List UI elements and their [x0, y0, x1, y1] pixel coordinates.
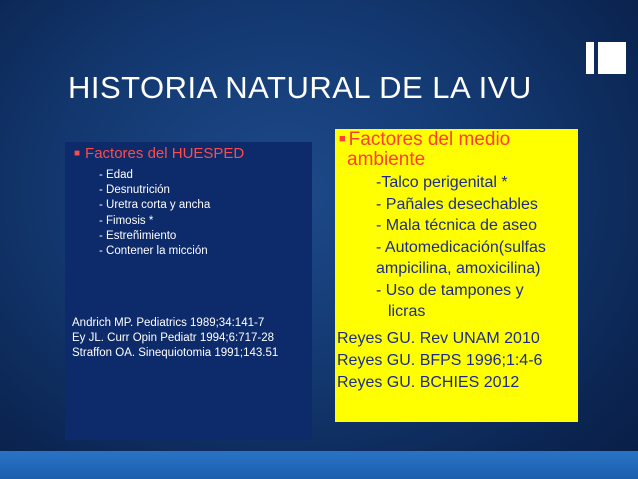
square-bullet-icon: ■ [339, 133, 346, 145]
environment-heading-line2: ambiente [347, 149, 426, 170]
decorative-bar-thick [598, 42, 626, 74]
reference-line: Ey JL. Curr Opin Pediatr 1994;6:717-28 [72, 332, 275, 344]
decorative-bar-thin [586, 42, 594, 74]
list-item: - Pañales desechables [376, 195, 538, 213]
list-item: - Automedicación(sulfas [376, 238, 546, 256]
environment-factors-references [337, 328, 542, 394]
reference-line: Reyes GU. Rev UNAM 2010 [337, 330, 540, 347]
list-item: - Desnutrición [99, 184, 170, 197]
list-item: - Edad [99, 169, 133, 181]
environment-heading-line1: Factores del medio [348, 129, 511, 150]
slide-title: HISTORIA NATURAL DE LA IVU [68, 70, 532, 105]
list-item: ampicilina, amoxicilina) [376, 260, 541, 277]
reference-line: Straffon OA. Sinequiotomia 1991;143.51 [72, 347, 279, 359]
reference-line: Reyes GU. BFPS 1996;1:4-6 [337, 352, 543, 369]
list-item: - Fimosis * [99, 214, 154, 227]
reference-line: Andrich MP. Pediatrics 1989;34:141-7 [72, 317, 265, 329]
list-item: - Estreñimiento [99, 229, 177, 242]
host-factors-heading [74, 145, 244, 162]
host-factors-references [72, 316, 278, 361]
reference-line: Reyes GU. BCHIES 2012 [337, 374, 520, 391]
environment-factors-heading [335, 129, 573, 170]
square-bullet-icon: ■ [74, 148, 81, 159]
environment-factors-list [376, 172, 546, 323]
list-item: - Mala técnica de aseo [376, 217, 537, 234]
list-item: - Uso de tampones y [376, 281, 524, 299]
list-item: - Contener la micción [99, 245, 208, 258]
bottom-band [0, 451, 638, 479]
list-item: - Uretra corta y ancha [99, 199, 211, 212]
list-item: licras [388, 303, 426, 320]
list-item: -Talco perigenital * [376, 174, 508, 191]
host-factors-list [99, 168, 210, 259]
host-factors-heading-text: Factores del HUESPED [85, 145, 245, 162]
